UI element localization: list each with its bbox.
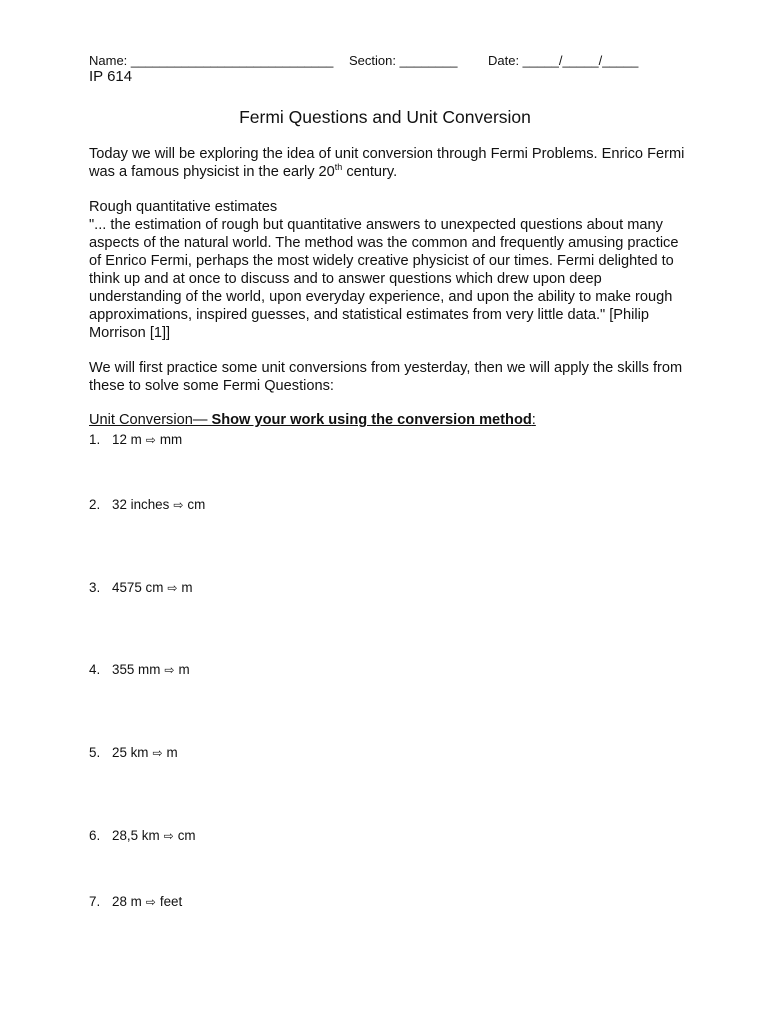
arrow-right-icon: ⇨	[173, 498, 184, 512]
item-number: 1.	[89, 432, 101, 447]
intro-paragraph	[89, 145, 689, 181]
arrow-right-icon: ⇨	[152, 746, 163, 760]
conversion-item-6	[89, 828, 196, 843]
item-from-unit: 28,5 km	[112, 828, 160, 843]
arrow-right-icon: ⇨	[163, 829, 174, 843]
conversion-item-3	[89, 580, 193, 595]
item-to-unit: mm	[159, 432, 183, 447]
conversion-item-7	[89, 894, 182, 909]
item-from-unit: 25 km	[112, 745, 149, 760]
intro-text-part1: Today we will be exploring the idea of unit conversion through Fermi Problems. Enrico Fermi was a famous physicist in the early 20	[89, 146, 685, 180]
conversion-item-5	[89, 745, 178, 760]
arrow-right-icon: ⇨	[145, 433, 156, 447]
unit-conversion-colon: :	[531, 412, 536, 428]
item-number: 2.	[89, 497, 101, 512]
arrow-right-icon: ⇨	[164, 663, 175, 677]
conversion-item-2	[89, 497, 205, 512]
arrow-right-icon: ⇨	[167, 581, 178, 595]
item-number: 5.	[89, 745, 101, 760]
unit-conversion-heading	[89, 412, 536, 428]
item-from-unit: 32 inches	[112, 497, 170, 512]
item-to-unit: feet	[159, 894, 183, 909]
page-title: Fermi Questions and Unit Conversion	[239, 107, 531, 127]
section-field-label: Section: ________	[349, 53, 458, 68]
arrow-right-icon: ⇨	[145, 895, 156, 909]
intro-superscript: th	[334, 162, 343, 172]
item-to-unit: m	[166, 745, 178, 760]
rough-estimates-heading: Rough quantitative estimates	[89, 199, 278, 215]
item-number: 3.	[89, 580, 101, 595]
item-from-unit: 4575 cm	[112, 580, 164, 595]
item-from-unit: 355 mm	[112, 662, 161, 677]
unit-conversion-instruction: Show your work using the conversion method	[211, 412, 532, 428]
unit-conversion-label: Unit Conversion—	[89, 412, 212, 428]
item-to-unit: m	[181, 580, 193, 595]
item-from-unit: 28 m	[112, 894, 142, 909]
item-to-unit: m	[178, 662, 190, 677]
item-number: 4.	[89, 662, 101, 677]
name-field-label: Name: ____________________________	[89, 53, 334, 68]
conversion-item-4	[89, 662, 190, 677]
practice-paragraph: We will first practice some unit conversions from yesterday, then we will apply the skills from these to solve some Fermi Questions:	[89, 360, 683, 394]
item-to-unit: cm	[187, 497, 206, 512]
item-number: 7.	[89, 894, 101, 909]
date-field-label: Date: _____/_____/_____	[488, 53, 639, 68]
item-from-unit: 12 m	[112, 432, 142, 447]
morrison-quote: "... the estimation of rough but quantitative answers to unexpected questions about many aspects of the natural world. The method was the common and frequently amusing practice of Enrico Fermi, perhaps the most widely creative physicist of our times. Fermi delighted to think up and at once to discuss and to answer questions which drew upon deep understanding of the world, upon everyday experience, and upon the ability to make rough approximations, inspired guesses, and statistical estimates from very little data." [Philip Morrison [1]]	[89, 217, 679, 341]
item-to-unit: cm	[177, 828, 196, 843]
conversion-item-1	[89, 432, 182, 447]
item-number: 6.	[89, 828, 101, 843]
intro-text-part2: century.	[342, 164, 398, 180]
course-code: IP 614	[89, 68, 133, 85]
